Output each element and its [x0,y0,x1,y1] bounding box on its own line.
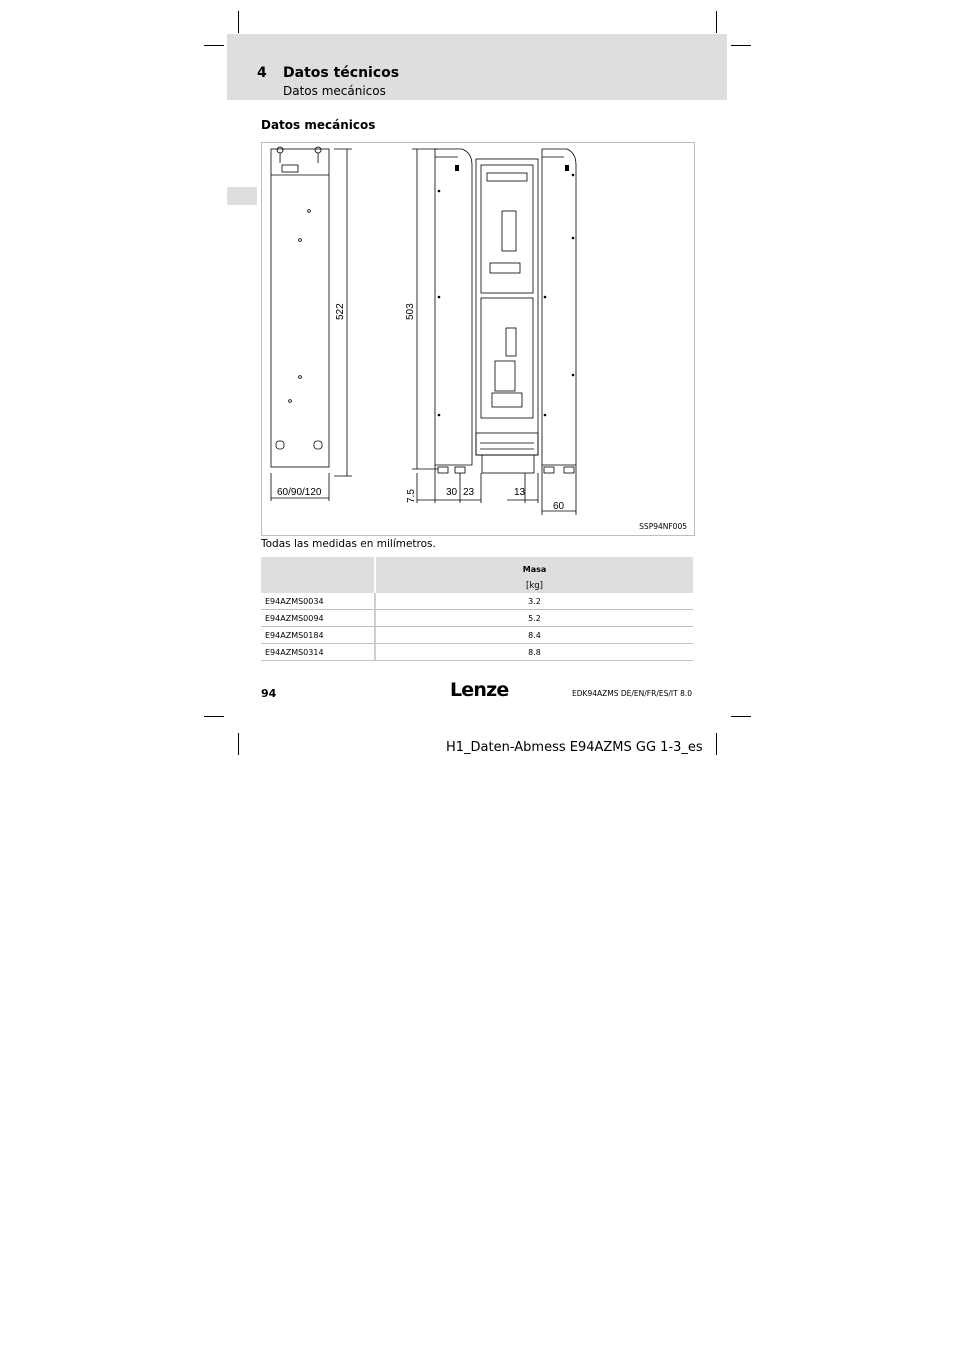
dim-height-right: 503 [405,303,416,320]
crop-mark [731,716,751,717]
dim-height-left: 522 [335,303,346,320]
table-row [261,627,693,644]
table-header-mass [376,557,693,593]
measurement-note: Todas las medidas en milímetros. [261,538,436,550]
side-view-left [435,149,472,465]
model-code: E94AZMS0094 [261,610,376,627]
dim-13: 13 [514,487,526,498]
mass-value: 3.2 [376,593,693,610]
crop-mark [716,733,717,755]
document-code: EDK94AZMS DE/EN/FR/ES/IT 8.0 [572,689,692,698]
crop-mark [238,733,239,755]
chapter-number: 4 [257,65,267,81]
dim-30: 30 [446,487,458,498]
mass-value: 5.2 [376,610,693,627]
mass-table [261,557,693,661]
chapter-subtitle: Datos mecánicos [283,84,386,98]
crop-mark [716,11,717,33]
dim-offset-bottom: 7.5 [406,489,417,503]
dim-23: 23 [463,487,475,498]
table-row [261,593,693,610]
mass-value: 8.8 [376,644,693,661]
dim-width-options: 60/90/120 [277,487,322,498]
front-view-outline [271,149,329,467]
table-row [261,610,693,627]
dim-60: 60 [553,501,565,512]
dimension-drawing [261,142,695,536]
chapter-title: Datos técnicos [283,65,400,81]
page-number: 94 [261,687,277,700]
mass-unit: [kg] [526,581,543,591]
crop-mark [238,11,239,33]
drawing-svg [262,143,694,535]
figure-code: SSP94NF005 [639,522,687,531]
table-row [261,644,693,661]
model-code: E94AZMS0184 [261,627,376,644]
model-code: E94AZMS0314 [261,644,376,661]
crop-mark [204,45,224,46]
inner-board-view [476,159,538,455]
side-tab [227,187,257,205]
mass-label: Masa [522,565,547,574]
crop-mark [731,45,751,46]
side-view-right [542,149,576,465]
model-code: E94AZMS0034 [261,593,376,610]
section-title: Datos mecánicos [261,118,376,132]
table-header-blank [261,557,376,593]
brand-logo: Lenze [450,679,509,701]
crop-mark [204,716,224,717]
file-label: H1_Daten-Abmess E94AZMS GG 1-3_es [446,740,703,755]
mass-value: 8.4 [376,627,693,644]
